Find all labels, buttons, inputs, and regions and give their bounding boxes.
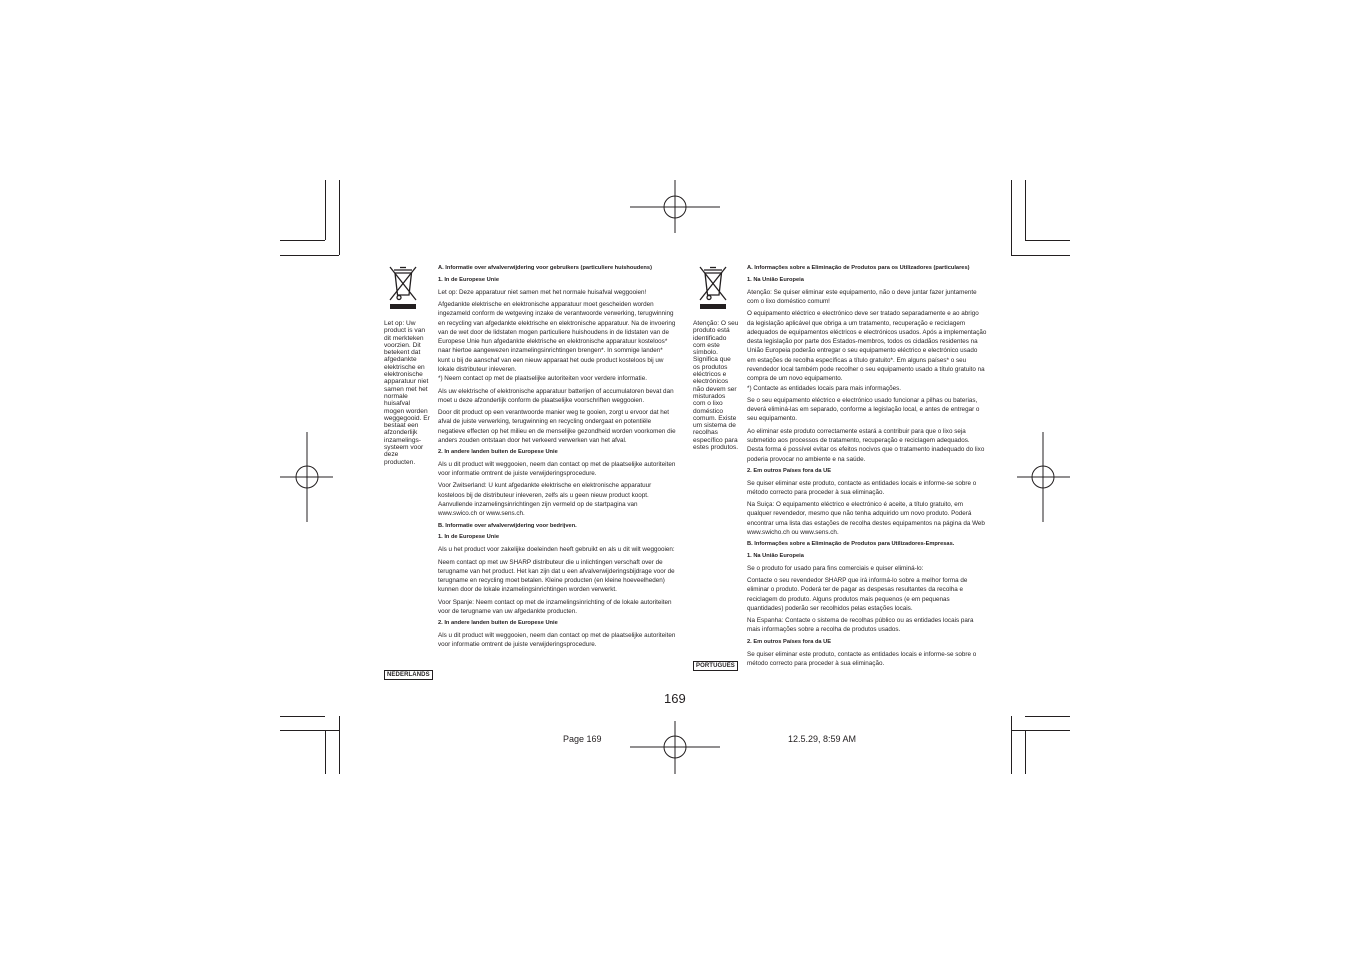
crop-mark-icon (280, 180, 340, 256)
nl-paragraph: Let op: Deze apparatuur niet samen met het normale huisafval weggooien! (438, 288, 647, 296)
crop-mark-icon (280, 716, 340, 774)
nl-heading: 2. In andere landen buiten de Europese Unie (438, 449, 558, 456)
pt-paragraph: Contacte o seu revendedor SHARP que irá informá-lo sobre a melhor forma de eliminar o produto. Poderá ter de pagar as despesas resultantes da recolha e reciclagem do produto. Alguns produtos mais pequenos (e em pequenas quantidades) poderão ser recolhidos pelas estações locais. (747, 577, 968, 612)
registration-mark-icon (630, 721, 720, 774)
pt-heading: 1. Na União Europeia (747, 276, 804, 283)
nl-side-note: Let op: Uw product is van dit merkteken voorzien. Dit betekent dat afgedankte elektrische en elektronische apparatuur niet samen met het normale huisafval mogen worden weggegooid. Er bestaat een afzonderlijk inzamelings- systeem voor deze producten. (384, 320, 430, 466)
pt-paragraph: Se quiser eliminar este produto, contacte as entidades locais e informe-se sobre o método correcto para proceder à sua eliminação. (747, 479, 977, 496)
pt-paragraph: Atenção: Se quiser eliminar este equipamento, não o deve juntar fazer juntamente com o lixo doméstico comum! (747, 288, 977, 306)
pt-side-note: Atenção: O seu produto está identificado com este símbolo. Significa que os produtos eléctricos e electrónicos não devem ser misturados com o lixo doméstico comum. Existe um sistema de recolhas específico para estes produtos. (693, 320, 739, 452)
footer-page-label: Page 169 (563, 734, 602, 744)
footer-timestamp: 12.5.29, 8:59 AM (788, 734, 857, 744)
pt-language-tab: PORTUGUÊS (693, 661, 738, 671)
nl-paragraph: Als u dit product wilt weggooien, neem dan contact op met de plaatselijke autoriteiten voor informatie omtrent de juiste verwijderingsprocedure. (438, 460, 676, 478)
pt-paragraph: Na Espanha: Contacte o sistema de recolhas público ou as entidades locais para mais informações sobre a recolha de produtos usados. (747, 617, 974, 634)
crop-mark-icon (1011, 180, 1070, 256)
registration-mark-icon (280, 432, 333, 522)
page-number: 169 (664, 691, 686, 706)
nl-heading: 1. In de Europese Unie (438, 276, 499, 283)
nl-heading: 2. In andere landen buiten de Europese Unie (438, 620, 558, 627)
nl-paragraph: Afgedankte elektrische en elektronische apparatuur moet gescheiden worden ingezameld conform de wetgeving inzake de verantwoorde verwerking, terugwinning en recycling van afgedankte elektrische en elektronische apparatuur. Na de invoering van de wet door de lidstaten mogen particuliere huishoudens in de lidstaten van de Europese Unie hun afgedankte elektrische en elektronische apparatuur kosteloos* naar hiertoe aangewezen inzamelingsinrichtingen brengen*. In sommige landen* kunt u bij de aanschaf van een nieuw apparaat het oude product kosteloos bij uw lokale distributeur inleveren. *) Neem contact op met de plaatselijke autoriteiten voor verdere informatie. (438, 300, 676, 383)
crossed-out-wheelie-bin-icon (387, 264, 419, 311)
nl-heading: A. Informatie over afvalverwijdering voor gebruikers (particuliere huishoudens) (438, 265, 652, 271)
pt-paragraph: Na Suiça: O equipamento eléctrico e electrónico é aceite, a título gratuito, em qualquer revendedor, mesmo que não tenha adquirido um novo produto. Poderá encontrar uma lista das estações de recolha destes equipamentos na página da Web www.swicho.ch ou www.sens.ch. (747, 501, 985, 536)
pt-paragraph: Ao eliminar este produto correctamente estará a contribuir para que o lixo seja submetido aos processos de tratamento, recuperação e reciclagem adequados. Desta forma é possível evitar os efeitos nocivos que o tratamento inadequado do lixo poderia provocar no ambiente e na saúde. (747, 427, 985, 463)
nl-paragraph: Als u het product voor zakelijke doeleinden heeft gebruikt en als u dit wilt weggooien: (438, 546, 675, 554)
crossed-out-wheelie-bin-icon (697, 264, 729, 311)
pt-text-column (747, 264, 987, 671)
pt-paragraph: O equipamento eléctrico e electrónico deve ser tratado separadamente e ao abrigo da legislação aplicável que obriga a um tratamento, recuperação e reciclagem adequados de equipamentos eléctricos e electrónicos usados. Após a implementação desta legislação por parte dos Estados-membros, todos os cidadãos residentes na União Europeia poderão entregar o seu equipamento eléctrico e electrónico usado em estações de recolha específicas a título gratuito*. Em alguns países* o seu revendedor local também pode recolher o seu equipamento usado a título gratuito na compra de um novo equipamento. *) Contacte as entidades locais para mais informações. (747, 310, 987, 392)
nl-heading: 1. In de Europese Unie (438, 534, 499, 541)
pt-heading: A. Informações sobre a Eliminação de Produtos para os Utilizadores (particulares) (747, 265, 970, 271)
pt-heading: B. Informações sobre a Eliminação de Produtos para Utilizadores-Empresas. (747, 541, 955, 548)
nl-paragraph: Neem contact op met uw SHARP distributeur die u inlichtingen verschaft over de terugname van het product. Het kan zijn dat u een afvalverwijderingsbijdrage voor de terugname en recycling moet betalen. Kleine producten (en kleine hoeveelheden) kunnen door de lokale inzamelingsinrichtingen worden verwerkt. (438, 558, 675, 594)
registration-mark-icon (1017, 432, 1070, 522)
nl-paragraph: Voor Spanje: Neem contact op met de inzamelingsinrichting of de lokale autoriteiten voor de terugname van uw afgedankte producten. (438, 598, 672, 615)
nl-paragraph: Door dit product op een verantwoorde manier weg te gooien, zorgt u ervoor dat het afval de juiste verwerking, terugwinning en recycling ondergaat en potentiële negatieve effecten op het milieu en de menselijke gezondheid worden voorkomen die anders zouden ontstaan door het verkeerd verwerken van het afval. (438, 409, 676, 444)
pt-heading: 1. Na União Europeia (747, 553, 804, 560)
nl-paragraph: Voor Zwitserland: U kunt afgedankte elektrische en elektronische apparatuur kosteloos bij de distributeur inleveren, zelfs als u geen nieuw product koopt. Aanvullende inzamelingsinrichtingen zijn vermeld op de startpagina van www.swico.ch or www.sens.ch. (438, 482, 652, 518)
pt-heading: 2. Em outros Países fora da UE (747, 638, 832, 645)
pt-paragraph: Se o seu equipamento eléctrico e electrónico usado funcionar a pilhas ou baterias, deverá eliminá-las em separado, conforme a legislação local, e antes de entregar o seu equipamento. (747, 396, 980, 423)
nl-language-tab: NEDERLANDS (384, 670, 433, 680)
registration-mark-icon (630, 180, 720, 233)
pt-paragraph: Se o produto for usado para fins comerciais e quiser eliminá-lo: (747, 564, 924, 572)
nl-paragraph: Als u dit product wilt weggooien, neem dan contact op met de plaatselijke autoriteiten voor informatie omtrent de juiste verwijderingsprocedure. (438, 631, 676, 649)
nl-text-column (438, 264, 676, 652)
nl-paragraph: Als uw elektrische of elektronische apparatuur batterijen of accumulatoren bevat dan moet u deze afzonderlijk conform de plaatselijke voorschriften weggooien. (438, 387, 674, 404)
nl-heading: B. Informatie over afvalverwijdering voor bedrijven. (438, 522, 577, 529)
crop-mark-icon (1011, 716, 1070, 774)
pt-heading: 2. Em outros Países fora da UE (747, 467, 832, 474)
pt-paragraph: Se quiser eliminar este produto, contacte as entidades locais e informe-se sobre o método correcto para proceder à sua eliminação. (747, 650, 977, 667)
